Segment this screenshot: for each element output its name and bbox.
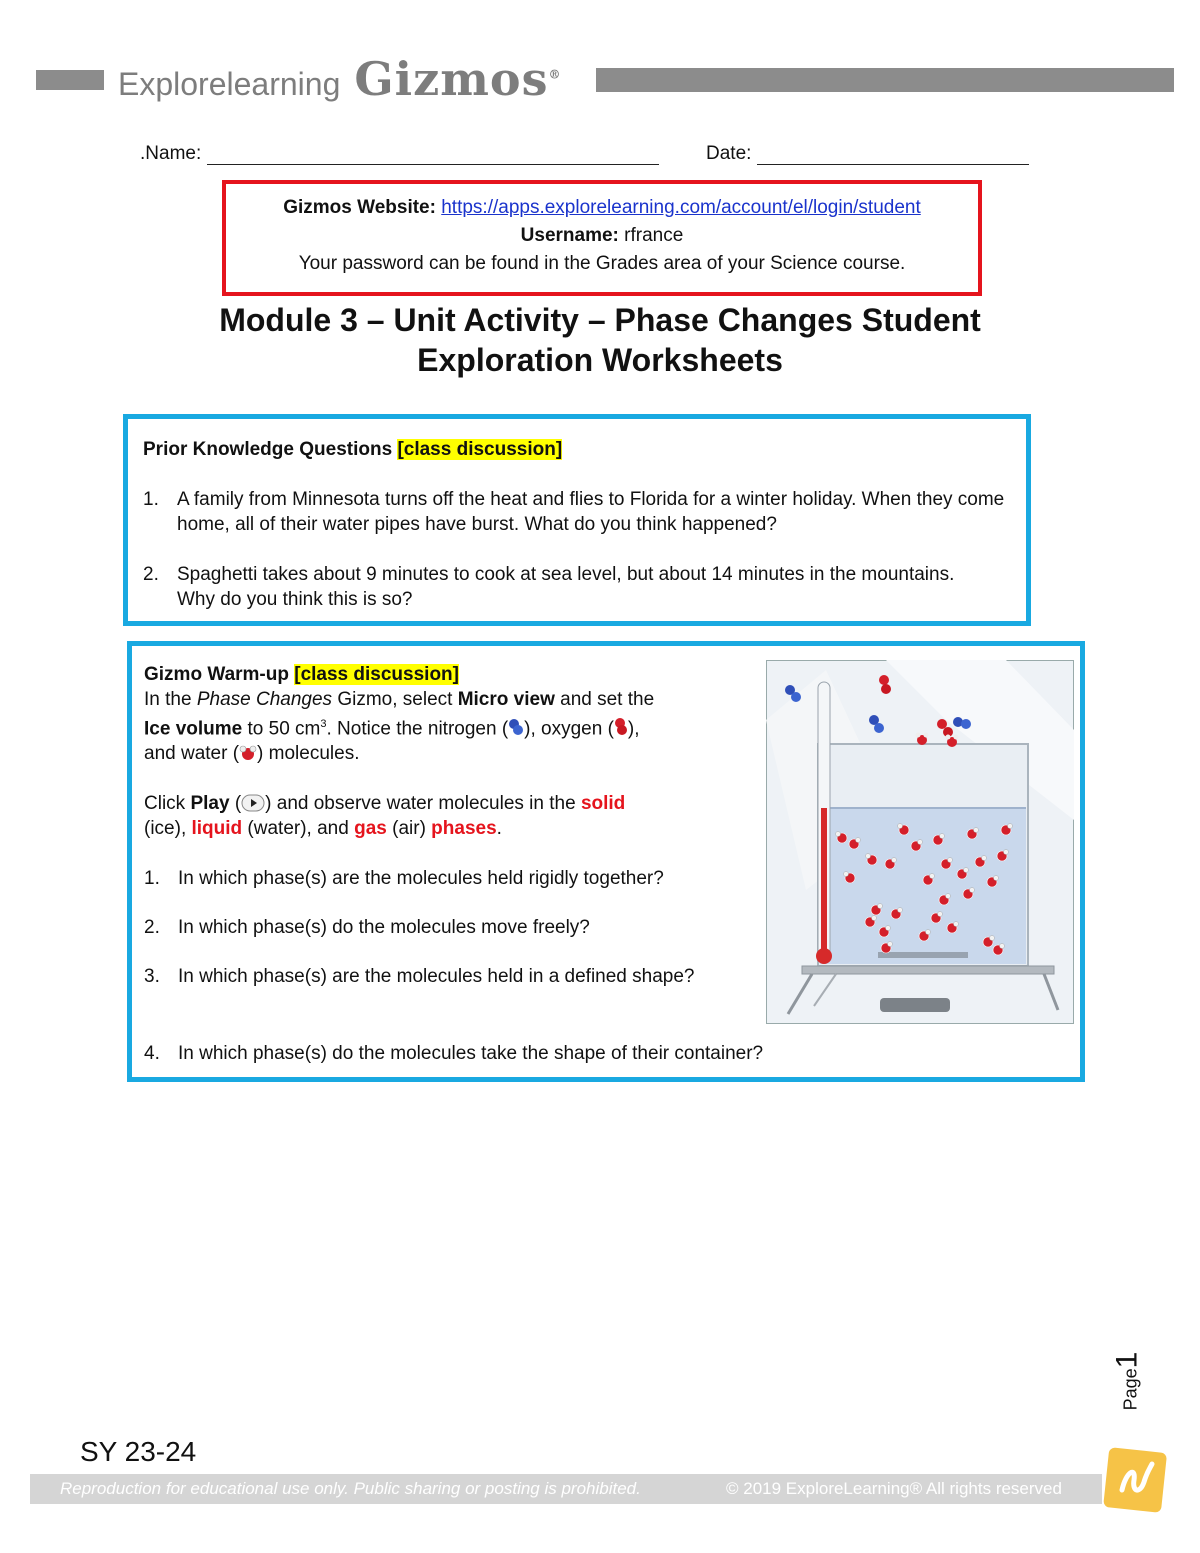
- question-text: In which phase(s) are the molecules held rigidly together?: [178, 868, 664, 889]
- class-discussion-tag: [class discussion]: [397, 439, 563, 460]
- website-link[interactable]: https://apps.explorelearning.com/account/el/login/student: [441, 197, 921, 218]
- question-text: In which phase(s) do the molecules take the shape of their container?: [178, 1043, 764, 1064]
- brand-gizmos: [354, 52, 561, 106]
- warmup-heading: [144, 662, 744, 687]
- warmup-question-2: [144, 915, 744, 940]
- question-text: In which phase(s) do the molecules move freely?: [178, 917, 590, 938]
- gizmo-name: Phase Changes: [196, 689, 333, 710]
- question-number: 2.: [144, 917, 160, 938]
- gas-term: gas: [354, 818, 387, 840]
- footer-bar: [30, 1474, 1102, 1504]
- brand-logo: [118, 52, 562, 108]
- oxygen-molecule-icon: [614, 717, 628, 737]
- nitrogen-molecule-icon: [508, 717, 524, 737]
- question-number: 1.: [143, 489, 159, 510]
- ice-volume-term: Ice volume: [144, 718, 243, 740]
- warmup-question-4: [144, 1041, 1044, 1066]
- prior-heading: [143, 437, 562, 462]
- question-text: In which phase(s) are the molecules held in a defined shape?: [178, 966, 695, 987]
- footer-copyright: © 2019 ExploreLearning® All rights reserved: [726, 1479, 1062, 1498]
- question-number: 4.: [144, 1043, 160, 1064]
- micro-view-term: Micro view: [457, 689, 555, 710]
- liquid-term: liquid: [191, 818, 243, 840]
- explorelearning-logo-icon: [1100, 1446, 1170, 1516]
- title-line-2: Exploration Worksheets: [417, 342, 783, 378]
- class-discussion-tag: [class discussion]: [294, 664, 459, 685]
- header-bar-right: [596, 68, 1174, 92]
- title-line-1: Module 3 – Unit Activity – Phase Changes Student: [219, 302, 981, 338]
- prior-knowledge-box: [123, 414, 1031, 626]
- prior-heading-text: Prior Knowledge Questions: [143, 439, 393, 460]
- username-value: rfrance: [624, 225, 684, 246]
- page-number: 1: [1110, 1351, 1144, 1369]
- page-word: Page: [1120, 1368, 1141, 1411]
- name-label: .Name:: [140, 143, 202, 164]
- name-field[interactable]: [140, 143, 659, 165]
- question-number: 1.: [144, 868, 160, 889]
- warmup-instructions: In the Phase Changes Gizmo, select Micro view and set the Ice volume to 50 $cm^3$. Notice the nitrogen ( ), oxygen ( ), and water ( ) molecules.: [144, 689, 655, 765]
- header-bar-left: [36, 70, 104, 90]
- question-number: 3.: [144, 966, 160, 987]
- username-label: Username:: [520, 225, 619, 246]
- name-blank[interactable]: [207, 146, 659, 165]
- warmup-question-1: [144, 866, 744, 891]
- warmup-question-3: [144, 964, 704, 989]
- solid-term: solid: [580, 793, 626, 815]
- registered-mark: ®: [548, 67, 562, 82]
- prior-question-1: [143, 487, 1023, 537]
- date-label: Date:: [706, 143, 752, 164]
- prior-question-2: [143, 562, 983, 612]
- question-text: A family from Minnesota turns off the heat and flies to Florida for a winter holiday. When they come home, all of their water pipes have burst. What do you think happened?: [177, 489, 1005, 535]
- warmup-intro: [144, 662, 744, 841]
- gizmo-warmup-box: [127, 641, 1085, 1082]
- page-title: [0, 300, 1200, 380]
- password-note: Your password can be found in the Grades area of your Science course.: [298, 253, 906, 274]
- question-text: Spaghetti takes about 9 minutes to cook at sea level, but about 14 minutes in the mountains. Why do you think this is so?: [177, 564, 955, 610]
- play-term: Play: [190, 793, 230, 815]
- question-number: 2.: [143, 564, 159, 585]
- login-info-box: [222, 180, 982, 296]
- brand-gizmos-text: Gizmos: [354, 52, 549, 106]
- date-blank[interactable]: [757, 146, 1029, 165]
- phase-changes-illustration: [766, 660, 1074, 1024]
- phases-term: phases: [431, 818, 497, 840]
- play-button-icon: [241, 794, 265, 812]
- brand-explorelearning: Explorelearning: [118, 66, 341, 102]
- date-field[interactable]: [706, 143, 1029, 165]
- warmup-play-instructions: Click Play ( ) and observe water molecules in the solid (ice), liquid (water), and gas (air) phases.: [144, 793, 626, 840]
- page-number-label: [1110, 1340, 1160, 1411]
- warmup-heading-text: Gizmo Warm-up: [144, 664, 289, 685]
- school-year-label: SY 23-24: [80, 1436, 197, 1467]
- website-label: Gizmos Website:: [283, 197, 436, 218]
- footer-notice: Reproduction for educational use only. Public sharing or posting is prohibited.: [60, 1479, 641, 1498]
- water-molecule-icon: [239, 744, 257, 762]
